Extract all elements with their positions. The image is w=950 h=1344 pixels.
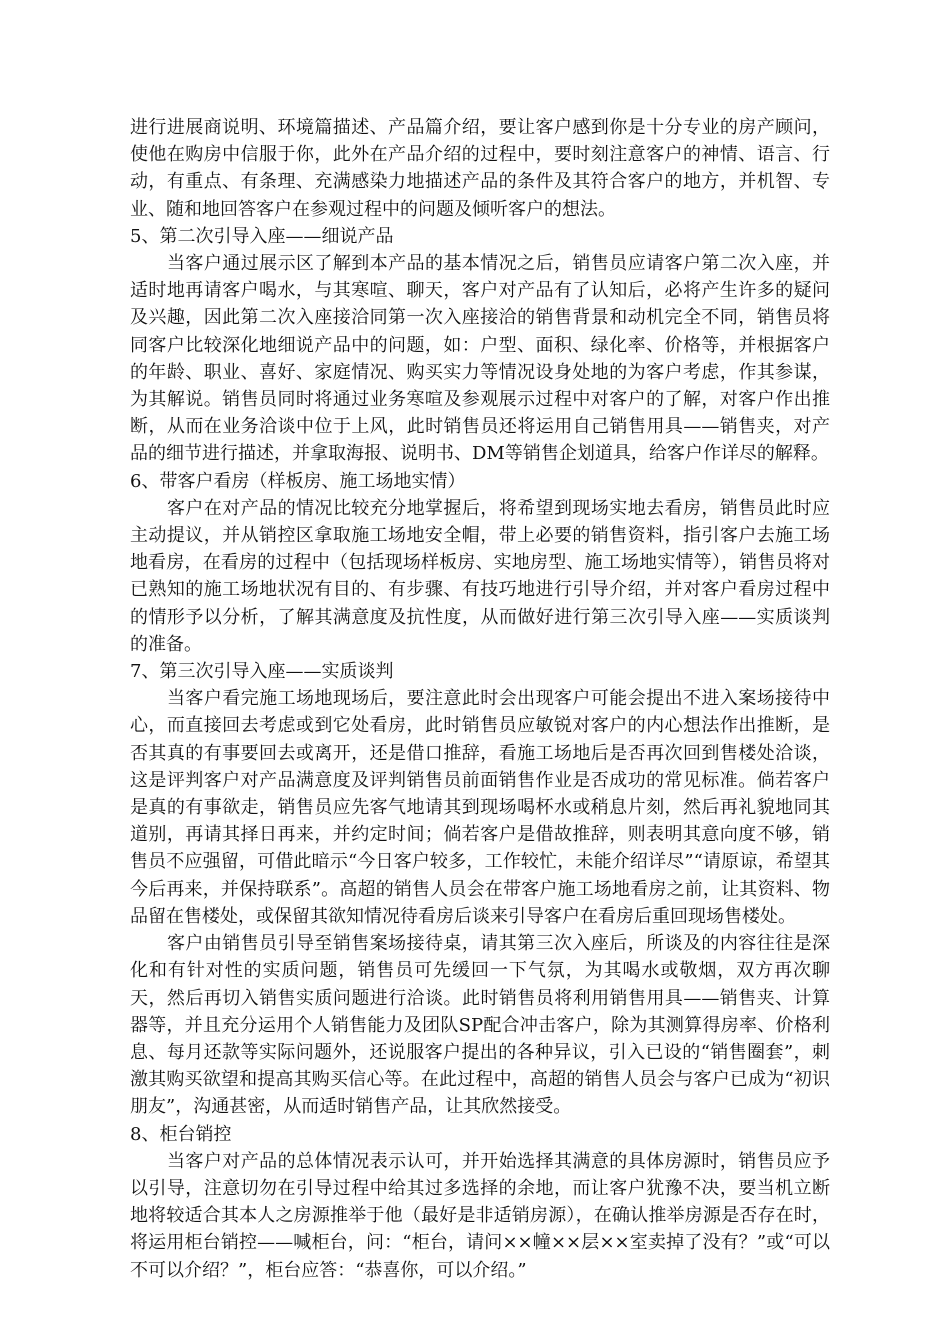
document-body [130,114,830,1284]
paragraph-site-visit: 客户在对产品的情况比较充分地掌握后，将希望到现场实地去看房，销售员此时应主动提议，并从销控区拿取施工场地安全帽，带上必要的销售资料，指引客户去施工场地看房，在看房的过程中（包括现场样板房、实地房型、施工场地实情等），销售员将对已熟知的施工场地状况有目的、有步骤、有技巧地进行引导介绍，并对客户看房过程中的情形予以分析，了解其满意度及抗性度，从而做好进行第三次引导入座——实质谈判的准备。 [130,497,830,655]
paragraph-second-seating: 当客户通过展示区了解到本产品的基本情况之后，销售员应请客户第二次入座，并适时地再请客户喝水，与其寒喧、聊天，客户对产品有了认知后，必将产生许多的疑问及兴趣，因此第二次入座接洽同第一次入座接洽的销售背景和动机完全不同，销售员将同客户比较深化地细说产品中的问题，如：户型、面积、绿化率、价格等，并根据客户的年龄、职业、喜好、家庭情况、购买实力等情况设身处地的为客户考虑，作其参谋，为其解说。销售员同时将通过业务寒喧及参观展示过程中对客户的了解，对客户作出推断，从而在业务洽谈中位于上风，此时销售员还将运用自己销售用具——销售夹，对产品的细节进行描述，并拿取海报、说明书、DM等销售企划道具，给客户作详尽的解释。 [130,253,830,465]
paragraph-negotiation: 客户由销售员引导至销售案场接待桌，请其第三次入座后，所谈及的内容往往是深化和有针对性的实质问题，销售员可先缓回一下气氛，为其喝水或敬烟，双方再次聊天，然后再切入销售实质问题进行洽谈。此时销售员将利用销售用具——销售夹、计算器等，并且充分运用个人销售能力及团队SP配合冲击客户，除为其测算得房率、价格利息、每月还款等实际问题外，还说服客户提出的各种异议，引入已设的“销售圈套”，刺激其购买欲望和提高其购买信心等。在此过程中，高超的销售人员会与客户已成为“初识朋友”，沟通甚密，从而适时销售产品，让其欣然接受。 [130,933,830,1118]
section-heading-5: 5、第二次引导入座——细说产品 [130,225,394,247]
paragraph-counter-control: 当客户对产品的总体情况表示认可，并开始选择其满意的具体房源时，销售员应予以引导，注意切勿在引导过程中给其过多选择的余地，而让客户犹豫不决，要当机立断地将较适合其本人之房源推举于他（最好是非适销房源），在确认推举房源是否存在时，将运用柜台销控——喊柜台，问：“柜台，请问××幢××层××室卖掉了没有？”或“可以不可以介绍？”，柜台应答：“恭喜你，可以介绍。” [130,1150,830,1281]
section-heading-6: 6、带客户看房（样板房、施工场地实情） [130,470,466,492]
paragraph-third-seating: 当客户看完施工场地现场后，要注意此时会出现客户可能会提出不进入案场接待中心，而直接回去考虑或到它处看房，此时销售员应敏锐对客户的内心想法作出推断，是否其真的有事要回去或离开，还是借口推辞，看施工场地后是否再次回到售楼处洽谈，这是评判客户对产品满意度及评判销售员前面销售作业是否成功的常见标准。倘若客户是真的有事欲走，销售员应先客气地请其到现场喝杯水或稍息片刻，然后再礼貌地同其道别，再请其择日再来，并约定时间；倘若客户是借故推辞，则表明其意向度不够，销售员不应强留，可借此暗示“今日客户较多，工作较忙，未能介绍详尽”“请原谅，希望其今后再来，并保持联系”。高超的销售人员会在带客户施工场地看房之前，让其资料、物品留在售楼处，或保留其欲知情况待看房后谈来引导客户在看房后重回现场售楼处。 [130,688,830,927]
paragraph-continued: 进行进展商说明、环境篇描述、产品篇介绍，要让客户感到你是十分专业的房产顾问，使他在购房中信服于你，此外在产品介绍的过程中，要时刻注意客户的神情、语言、行动，有重点、有条理、充满感染力地描述产品的条件及其符合客户的地方，并机智、专业、随和地回答客户在参观过程中的问题及倾听客户的想法。 [130,117,830,220]
section-heading-7: 7、第三次引导入座——实质谈判 [130,661,394,683]
section-heading-8: 8、柜台销控 [130,1123,232,1145]
